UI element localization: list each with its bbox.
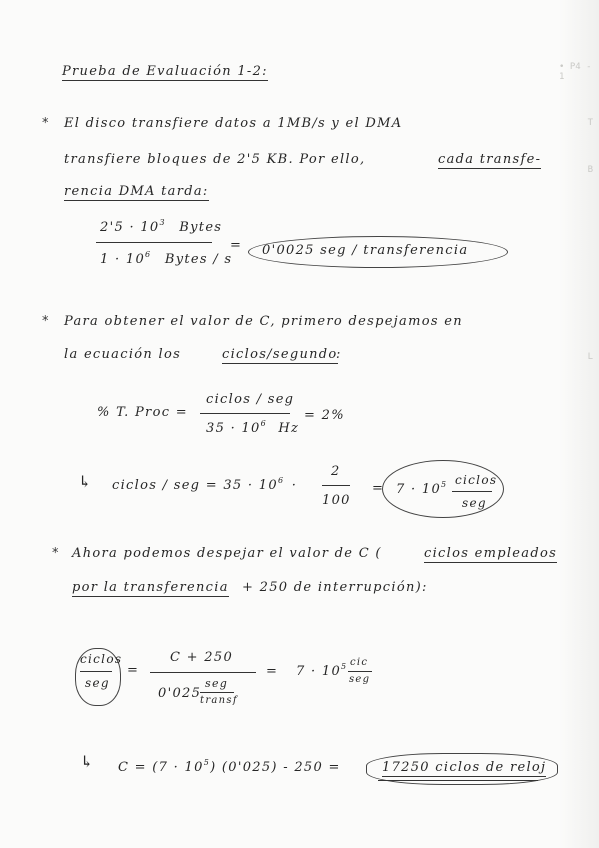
fraction-denominator: $35 \cdot 10^6$ Hz: [206, 419, 300, 436]
calc-line: ciclos / seg = $35 \cdot 10^6$ ·: [112, 476, 298, 493]
fraction-denominator: 100: [322, 493, 351, 508]
ghost-text: B: [587, 165, 593, 175]
arrow-icon: ↳: [80, 752, 95, 771]
fraction-bar: [452, 491, 492, 492]
result-unit-numerator: ciclos: [455, 473, 498, 487]
underlined-text: cada transfe-: [438, 152, 542, 167]
fraction-denominator: 0'025: [158, 686, 202, 701]
paragraph-line: El disco transfiere datos a 1MB/s y el DMA: [64, 116, 403, 131]
fraction-numerator: C + 250: [170, 650, 234, 665]
equals-sign: =: [230, 238, 243, 253]
fraction-numerator: $2'5 \cdot 10^3$ Bytes: [100, 218, 223, 235]
unit-numerator: seg: [205, 677, 229, 690]
fraction-bar: [150, 672, 256, 673]
equals-sign: =: [372, 481, 385, 496]
ghost-text: L: [587, 352, 593, 362]
fraction-denominator: seg: [85, 676, 110, 690]
fraction-bar: [322, 485, 350, 486]
result-text: 17250 ciclos de reloj: [382, 760, 547, 775]
underlined-text: ciclos/segundo: [222, 347, 338, 362]
formula-rhs: = 2%: [304, 408, 345, 423]
equals-sign: =: [127, 663, 140, 678]
fraction-numerator: ciclos: [80, 652, 123, 666]
fraction-bar: [348, 671, 372, 672]
result-unit-denominator: seg: [462, 496, 487, 510]
double-underline: [378, 780, 538, 781]
paragraph-line: + 250 de interrupción):: [242, 580, 428, 595]
bullet-star: *: [52, 546, 59, 561]
fraction-numerator: 2: [331, 464, 341, 479]
ghost-text: • P4 - 1: [559, 62, 592, 82]
fraction-bar: [80, 671, 112, 672]
ghost-text: T: [587, 118, 593, 128]
fraction-bar: [200, 692, 234, 693]
unit-numerator: cic: [350, 657, 369, 668]
final-expression: $C = (7 \cdot 10^5)$ (0'025) - 250 =: [118, 758, 341, 775]
paragraph-line: la ecuación los: [64, 347, 182, 362]
colon: :: [336, 347, 342, 362]
underlined-text: rencia DMA tarda:: [64, 184, 209, 199]
unit-denominator: seg: [349, 674, 371, 685]
bullet-star: *: [42, 314, 49, 329]
arrow-icon: ↳: [78, 472, 93, 491]
formula-lhs: % T. Proc =: [97, 405, 188, 420]
bleed-through-margin: [559, 0, 599, 848]
fraction-numerator: ciclos / seg: [206, 392, 295, 407]
paragraph-line: transfiere bloques de 2'5 KB. Por ello,: [64, 152, 366, 167]
unit-denominator: transf: [200, 695, 238, 706]
fraction-bar: [200, 413, 290, 414]
underlined-text: ciclos empleados: [424, 546, 558, 561]
equals-sign: =: [266, 664, 279, 679]
underlined-text: por la transferencia: [72, 580, 229, 595]
formula-rhs: $7 \cdot 10^5$: [296, 662, 348, 679]
fraction-denominator: $1 \cdot 10^6$ Bytes / s: [100, 250, 233, 267]
paragraph-line: Ahora podemos despejar el valor de C (: [72, 546, 382, 561]
page-title: Prueba de Evaluación 1-2:: [62, 64, 268, 79]
result-text: 0'0025 seg / transferencia: [262, 243, 469, 258]
bullet-star: *: [42, 116, 49, 131]
paragraph-line: Para obtener el valor de C, primero despejamos en: [64, 314, 463, 329]
result-text: $7 \cdot 10^5$: [396, 480, 448, 497]
fraction-bar: [96, 242, 212, 243]
